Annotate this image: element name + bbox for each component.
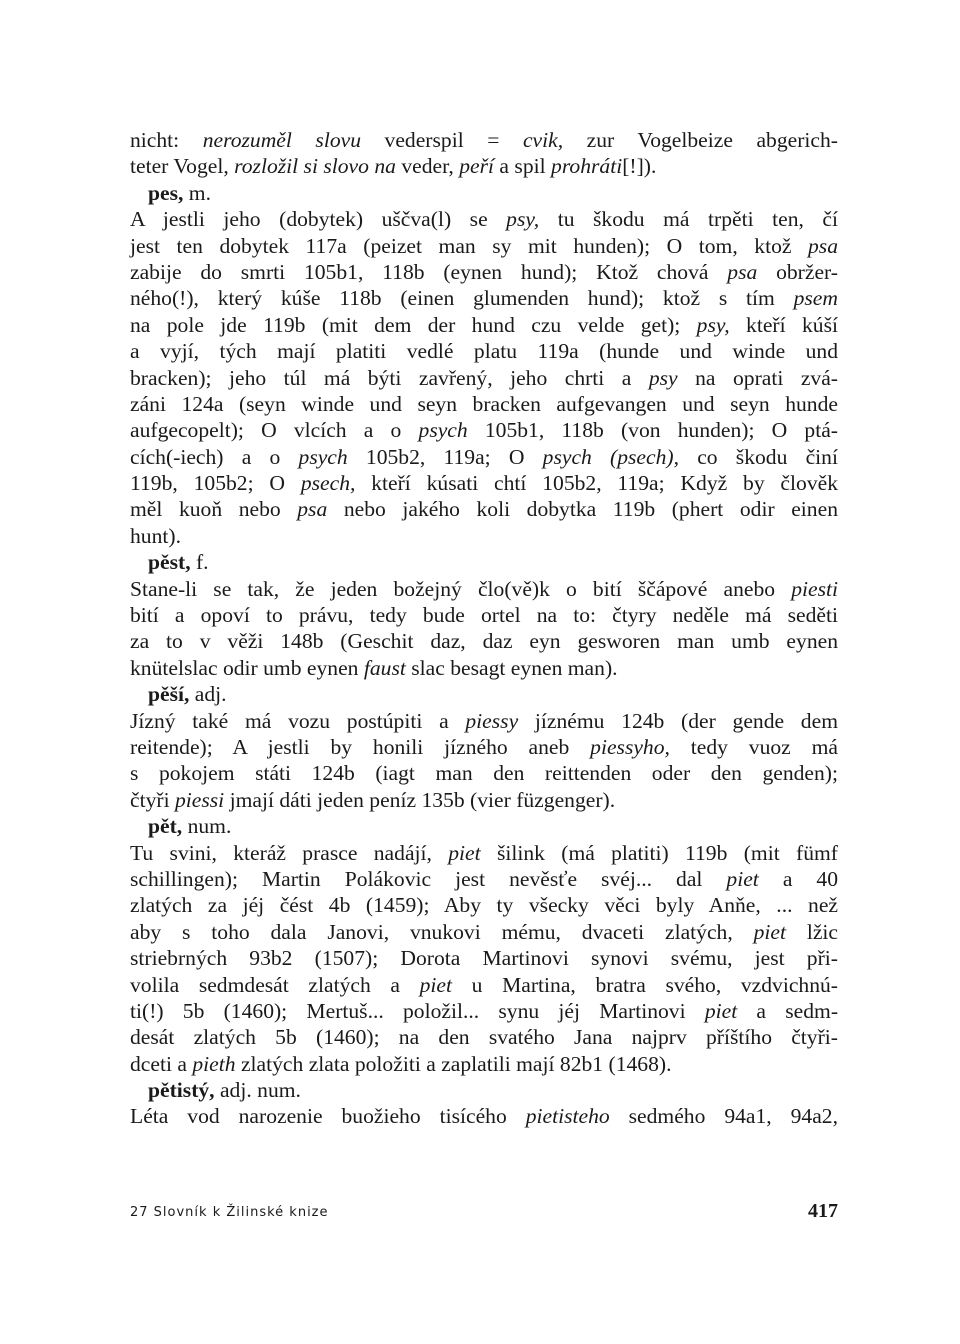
text-segment: striebrných 93b2 (1507); Dorota Martinovi synovi svému, jest při- <box>130 946 838 971</box>
italic-text: nerozuměl slovu <box>202 128 361 152</box>
text-segment: měl kuoň nebo <box>130 497 298 522</box>
text-segment: lžic <box>785 919 838 944</box>
text-segment: a sedm- <box>737 998 839 1023</box>
text-line <box>130 127 838 153</box>
text-line <box>130 523 838 549</box>
italic-text: pieth <box>192 1051 236 1076</box>
text-segment: jíznému 124b (der gende dem <box>518 708 838 733</box>
italic-text: piessyho, <box>590 734 670 759</box>
text-segment: zlatých zlata položiti a zaplatili mají 82b1 (1468). <box>235 1051 672 1076</box>
text-segment: teter Vogel, <box>130 154 235 179</box>
text-segment: 105b2, 119a; O <box>347 444 543 469</box>
text-segment: zabije do smrti 105b1, 118b (eynen hund); Ktož chová <box>130 259 728 284</box>
italic-text: psy, <box>696 312 730 337</box>
italic-text: psem <box>793 286 838 311</box>
part-of-speech: adj. num. <box>214 1078 301 1103</box>
italic-text: psa <box>727 259 758 284</box>
italic-text: psych <box>418 418 468 443</box>
headword: pětistý, <box>148 1078 215 1103</box>
italic-text: psa <box>297 497 328 522</box>
text-line <box>130 338 838 364</box>
entry-heading <box>130 813 838 839</box>
text-segment: Stane-li se tak, že jeden božejný člo(vě)k o bití ščápové anebo <box>130 576 792 601</box>
text-line <box>130 1024 838 1050</box>
text-line <box>130 1051 838 1077</box>
part-of-speech: adj. <box>189 682 227 707</box>
entry-heading <box>130 549 838 575</box>
text-line <box>130 919 838 945</box>
headword: pět, <box>148 814 183 839</box>
printer-signature: 27 Slovník k Žilinské knize <box>130 1205 329 1220</box>
text-segment: jmají dáti jeden peníz 135b (vier füzgenger). <box>224 787 616 812</box>
italic-text: piet <box>726 866 759 891</box>
text-segment: a spil <box>494 154 552 179</box>
italic-text: piet <box>753 919 786 944</box>
text-line <box>130 444 838 470</box>
text-line <box>130 655 838 681</box>
text-line <box>130 417 838 443</box>
text-line <box>130 972 838 998</box>
italic-text: psy, <box>506 207 540 232</box>
italic-text: peří <box>459 154 495 179</box>
text-segment: dceti a <box>130 1051 193 1076</box>
text-segment: Jízný také má vozu postúpiti a <box>130 708 466 733</box>
text-segment: hunt). <box>130 523 181 548</box>
part-of-speech: m. <box>183 180 211 205</box>
text-line <box>130 233 838 259</box>
italic-text: pietisteho <box>525 1104 610 1129</box>
text-segment: jest ten dobytek 117a (peizet man sy mit hunden); O tom, ktož <box>130 233 808 258</box>
text-line <box>130 628 838 654</box>
text-line <box>130 1103 838 1129</box>
text-line <box>130 998 838 1024</box>
text-segment: slac besagt eynen man). <box>405 655 618 680</box>
text-segment: u Martina, bratra svého, vzdvichnú- <box>452 972 838 997</box>
text-segment: kteří kúší <box>729 312 838 337</box>
text-line <box>130 866 838 892</box>
text-segment: ti(!) 5b (1460); Mertuš... položil... synu jéj Martinovi <box>130 998 705 1023</box>
text-segment: aby s toho dala Janovi, vnukovi mému, dvaceti zlatých, <box>130 919 754 944</box>
text-segment: bití a opoví to právu, tedy bude ortel na to: čtyry neděle má seděti <box>130 603 838 628</box>
text-line <box>130 365 838 391</box>
italic-text: cvik, <box>522 128 564 152</box>
text-segment: obržer- <box>757 259 838 284</box>
text-segment: volila sedmdesát zlatých a <box>130 972 420 997</box>
text-segment: Léta vod narozenie buožieho tisícého <box>130 1104 526 1129</box>
text-segment: tedy vuoz má <box>669 734 838 759</box>
text-segment: aufgecopelt); O vlcích a o <box>130 418 419 443</box>
text-line <box>130 602 838 628</box>
text-line <box>130 945 838 971</box>
italic-text: prohráti <box>551 154 623 179</box>
text-segment: kteří kúsati chtí 105b2, 119a; Když by člověk <box>355 471 838 496</box>
text-segment: tu škodu má trpěti ten, čí <box>539 207 838 232</box>
text-segment: A jestli jeho (dobytek) uščva(l) se <box>130 207 507 232</box>
text-segment: vederspil = <box>361 128 523 152</box>
text-line <box>130 153 838 179</box>
text-segment: ného(!), který kúše 118b (einen glumenden hund); ktož s tím <box>130 286 794 311</box>
text-line <box>130 840 838 866</box>
part-of-speech: f. <box>190 550 209 575</box>
italic-text: psech, <box>300 471 356 496</box>
text-segment: zlatých za jéj čést 4b (1459); Aby ty všecky věci byly Anňe, ... než <box>130 893 838 918</box>
text-segment: za to v věži 148b (Geschit daz, daz eyn gesworen man umb eynen <box>130 629 838 654</box>
italic-text: piesti <box>791 576 838 601</box>
italic-text: psy <box>648 365 678 390</box>
entry-heading <box>130 180 838 206</box>
page-footer <box>130 1200 838 1230</box>
text-segment: [!]). <box>622 154 657 179</box>
text-line <box>130 708 838 734</box>
text-segment: záni 124a (seyn winde und seyn bracken aufgevangen und seyn hunde <box>130 391 838 416</box>
italic-text: rozložil si slovo na <box>234 154 396 179</box>
text-segment: Tu svini, kteráž prasce nadájí, <box>130 840 449 865</box>
text-segment: schillingen); Martin Polákovic jest nevěsťe svéj... dal <box>130 866 727 891</box>
text-line <box>130 787 838 813</box>
text-line <box>130 206 838 232</box>
text-line <box>130 470 838 496</box>
text-segment: veder, <box>395 154 460 179</box>
text-segment: s pokojem státi 124b (iagt man den reittenden oder den genden); <box>130 761 838 786</box>
text-segment: šilink (má platiti) 119b (mit fümf <box>480 840 838 865</box>
text-line <box>130 312 838 338</box>
text-segment: knütelslac odir umb eynen <box>130 655 364 680</box>
text-line <box>130 285 838 311</box>
text-segment: na pole jde 119b (mit dem der hund czu velde get); <box>130 312 697 337</box>
text-line <box>130 892 838 918</box>
text-line <box>130 734 838 760</box>
text-segment: a 40 <box>758 866 838 891</box>
italic-text: psych (psech), <box>542 444 679 469</box>
entry-heading <box>130 1077 838 1103</box>
text-line <box>130 496 838 522</box>
text-line <box>130 391 838 417</box>
part-of-speech: num. <box>182 814 232 839</box>
page-body <box>130 127 838 1130</box>
text-segment: čtyři <box>130 787 175 812</box>
text-segment: reitende); A jestli by honili jízného aneb <box>130 734 591 759</box>
italic-text: psa <box>808 233 838 258</box>
text-line <box>130 576 838 602</box>
headword: pes, <box>148 180 184 205</box>
text-segment: a vyjí, tých mají platiti vedlé platu 119a (hunde und winde und <box>130 339 838 364</box>
headword: pěst, <box>148 550 191 575</box>
text-segment: 119b, 105b2; O <box>130 471 301 496</box>
italic-text: piet <box>704 998 738 1023</box>
text-segment: zur Vogelbeize abgerich- <box>563 128 838 152</box>
text-segment: nicht: <box>130 128 203 152</box>
italic-text: psych <box>298 444 348 469</box>
text-segment: nebo jakého koli dobytka 119b (phert odir einen <box>327 497 838 522</box>
text-line <box>130 259 838 285</box>
text-segment: 105b1, 118b (von hunden); O ptá- <box>467 418 838 443</box>
italic-text: piet <box>419 972 452 997</box>
text-line <box>130 760 838 786</box>
text-segment: co škodu činí <box>679 444 838 469</box>
italic-text: faust <box>363 655 406 680</box>
italic-text: piessi <box>174 787 225 812</box>
text-segment: cích(-iech) a o <box>130 444 299 469</box>
text-segment: desát zlatých 5b (1460); na den svatého Jana najprv příštího čtyři- <box>130 1025 838 1050</box>
text-segment: sedmého 94a1, 94a2, <box>609 1104 839 1129</box>
italic-text: piessy <box>465 708 519 733</box>
entry-heading <box>130 681 838 707</box>
text-segment: bracken); jeho túl má býti zavřený, jeho chrti a <box>130 365 649 390</box>
italic-text: piet <box>448 840 481 865</box>
text-segment: na oprati zvá- <box>677 365 838 390</box>
headword: pěší, <box>148 682 190 707</box>
page-number: 417 <box>808 1200 838 1222</box>
